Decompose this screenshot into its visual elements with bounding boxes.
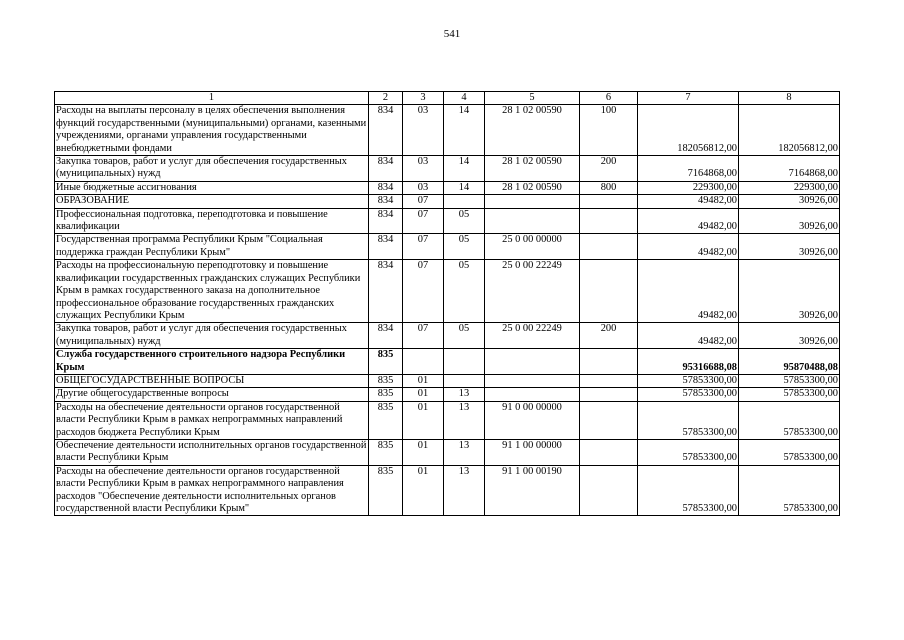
table-row	[55, 195, 840, 208]
row-code-grbs-cell: 835	[369, 388, 403, 401]
row-description-cell: Государственная программа Республики Крым "Социальная поддержка граждан Республики Крым"	[55, 234, 369, 260]
row-section-cell: 07	[403, 195, 444, 208]
row-amount-col7-cell: 57853300,00	[638, 374, 739, 387]
row-description-cell: Другие общегосударственные вопросы	[55, 388, 369, 401]
row-section-cell: 01	[403, 465, 444, 516]
table-row	[55, 234, 840, 260]
row-description-cell: ОБЩЕГОСУДАРСТВЕННЫЕ ВОПРОСЫ	[55, 374, 369, 387]
row-code-grbs-cell: 834	[369, 105, 403, 156]
row-subsection-cell: 05	[444, 323, 485, 349]
row-amount-col8-cell: 57853300,00	[739, 388, 840, 401]
row-code-grbs-cell: 835	[369, 374, 403, 387]
row-section-cell	[403, 349, 444, 375]
row-code-grbs-cell: 835	[369, 465, 403, 516]
row-expense-type-cell	[580, 465, 638, 516]
row-target-article-cell: 25 0 00 00000	[485, 234, 580, 260]
row-amount-col8-cell: 57853300,00	[739, 465, 840, 516]
row-subsection-cell: 14	[444, 181, 485, 194]
row-subsection-cell: 13	[444, 465, 485, 516]
table-row	[55, 374, 840, 387]
row-subsection-cell: 14	[444, 156, 485, 182]
table-row	[55, 465, 840, 516]
row-code-grbs-cell: 834	[369, 181, 403, 194]
row-expense-type-cell	[580, 234, 638, 260]
row-expense-type-cell	[580, 439, 638, 465]
row-description-cell: Расходы на профессиональную переподготовку и повышение квалификации государственных гражданских служащих Республики Крым в рамках государственного заказа на дополнительное профессиональное образование государственных гражданских служащих Республики Крым	[55, 260, 369, 323]
row-section-cell: 01	[403, 401, 444, 439]
table-row	[55, 105, 840, 156]
row-amount-col8-cell: 30926,00	[739, 195, 840, 208]
table-row	[55, 401, 840, 439]
row-code-grbs-cell: 835	[369, 439, 403, 465]
row-section-cell: 03	[403, 156, 444, 182]
row-description-cell: ОБРАЗОВАНИЕ	[55, 195, 369, 208]
table-row	[55, 156, 840, 182]
row-description-cell: Расходы на обеспечение деятельности органов государственной власти Республики Крым в рамках непрограммного направления расходов "Обеспечение деятельности исполнительных органов государственной власти Республики Крым"	[55, 465, 369, 516]
row-amount-col7-cell: 229300,00	[638, 181, 739, 194]
row-target-article-cell: 91 1 00 00190	[485, 465, 580, 516]
header-cell: 6	[580, 92, 638, 105]
row-subsection-cell	[444, 349, 485, 375]
row-subsection-cell: 14	[444, 105, 485, 156]
row-target-article-cell	[485, 388, 580, 401]
table-row	[55, 439, 840, 465]
row-code-grbs-cell: 834	[369, 260, 403, 323]
budget-table	[54, 91, 840, 516]
table-row	[55, 260, 840, 323]
row-expense-type-cell	[580, 374, 638, 387]
table-row	[55, 208, 840, 234]
row-amount-col7-cell: 95316688,08	[638, 349, 739, 375]
row-section-cell: 01	[403, 388, 444, 401]
row-amount-col8-cell: 57853300,00	[739, 401, 840, 439]
row-target-article-cell	[485, 208, 580, 234]
row-expense-type-cell	[580, 195, 638, 208]
row-subsection-cell	[444, 374, 485, 387]
row-amount-col8-cell: 57853300,00	[739, 374, 840, 387]
table-row	[55, 323, 840, 349]
row-target-article-cell: 91 1 00 00000	[485, 439, 580, 465]
row-target-article-cell: 28 1 02 00590	[485, 156, 580, 182]
row-target-article-cell: 91 0 00 00000	[485, 401, 580, 439]
row-description-cell: Закупка товаров, работ и услуг для обеспечения государственных (муниципальных) нужд	[55, 156, 369, 182]
row-amount-col7-cell: 57853300,00	[638, 439, 739, 465]
row-description-cell: Служба государственного строительного надзора Республики Крым	[55, 349, 369, 375]
row-expense-type-cell: 100	[580, 105, 638, 156]
row-target-article-cell	[485, 195, 580, 208]
row-code-grbs-cell: 834	[369, 195, 403, 208]
row-amount-col7-cell: 182056812,00	[638, 105, 739, 156]
row-code-grbs-cell: 835	[369, 401, 403, 439]
table-row	[55, 349, 840, 375]
row-amount-col7-cell: 57853300,00	[638, 465, 739, 516]
row-section-cell: 07	[403, 208, 444, 234]
row-amount-col8-cell: 30926,00	[739, 323, 840, 349]
row-code-grbs-cell: 834	[369, 156, 403, 182]
row-amount-col7-cell: 57853300,00	[638, 401, 739, 439]
header-cell: 8	[739, 92, 840, 105]
row-code-grbs-cell: 835	[369, 349, 403, 375]
row-description-cell: Расходы на выплаты персоналу в целях обеспечения выполнения функций государственными (муниципальными) органами, казенными учреждениями, органами управления государственными внебюджетными фондами	[55, 105, 369, 156]
row-expense-type-cell	[580, 401, 638, 439]
row-subsection-cell: 05	[444, 260, 485, 323]
row-amount-col8-cell: 57853300,00	[739, 439, 840, 465]
row-subsection-cell: 13	[444, 401, 485, 439]
row-amount-col8-cell: 182056812,00	[739, 105, 840, 156]
row-subsection-cell: 05	[444, 234, 485, 260]
row-description-cell: Закупка товаров, работ и услуг для обеспечения государственных (муниципальных) нужд	[55, 323, 369, 349]
header-cell: 1	[55, 92, 369, 105]
row-amount-col7-cell: 7164868,00	[638, 156, 739, 182]
row-section-cell: 07	[403, 234, 444, 260]
row-amount-col8-cell: 30926,00	[739, 208, 840, 234]
row-code-grbs-cell: 834	[369, 323, 403, 349]
row-section-cell: 01	[403, 374, 444, 387]
row-subsection-cell: 13	[444, 388, 485, 401]
header-cell: 5	[485, 92, 580, 105]
row-expense-type-cell	[580, 260, 638, 323]
row-expense-type-cell	[580, 208, 638, 234]
row-section-cell: 07	[403, 260, 444, 323]
row-description-cell: Обеспечение деятельности исполнительных органов государственной власти Республики Крым	[55, 439, 369, 465]
table-row	[55, 388, 840, 401]
table-header-row	[55, 92, 840, 105]
row-amount-col7-cell: 49482,00	[638, 234, 739, 260]
row-target-article-cell	[485, 374, 580, 387]
row-section-cell: 07	[403, 323, 444, 349]
row-target-article-cell: 25 0 00 22249	[485, 260, 580, 323]
header-cell: 3	[403, 92, 444, 105]
row-subsection-cell: 13	[444, 439, 485, 465]
row-section-cell: 03	[403, 105, 444, 156]
header-cell: 7	[638, 92, 739, 105]
row-amount-col7-cell: 57853300,00	[638, 388, 739, 401]
row-amount-col7-cell: 49482,00	[638, 208, 739, 234]
row-subsection-cell: 05	[444, 208, 485, 234]
row-amount-col8-cell: 229300,00	[739, 181, 840, 194]
row-amount-col8-cell: 30926,00	[739, 234, 840, 260]
row-description-cell: Профессиональная подготовка, переподготовка и повышение квалификации	[55, 208, 369, 234]
row-expense-type-cell: 200	[580, 156, 638, 182]
page-number: 541	[443, 28, 461, 40]
row-target-article-cell: 25 0 00 22249	[485, 323, 580, 349]
row-amount-col8-cell: 95870488,08	[739, 349, 840, 375]
row-code-grbs-cell: 834	[369, 208, 403, 234]
row-expense-type-cell: 200	[580, 323, 638, 349]
row-target-article-cell: 28 1 02 00590	[485, 105, 580, 156]
row-section-cell: 03	[403, 181, 444, 194]
table-row	[55, 181, 840, 194]
row-description-cell: Иные бюджетные ассигнования	[55, 181, 369, 194]
row-target-article-cell	[485, 349, 580, 375]
row-target-article-cell: 28 1 02 00590	[485, 181, 580, 194]
row-subsection-cell	[444, 195, 485, 208]
row-expense-type-cell	[580, 388, 638, 401]
row-amount-col7-cell: 49482,00	[638, 260, 739, 323]
row-section-cell: 01	[403, 439, 444, 465]
row-amount-col7-cell: 49482,00	[638, 195, 739, 208]
row-expense-type-cell	[580, 349, 638, 375]
row-description-cell: Расходы на обеспечение деятельности органов государственной власти Республики Крым в рамках непрограммных направлений расходов бюджета Республики Крым	[55, 401, 369, 439]
row-amount-col7-cell: 49482,00	[638, 323, 739, 349]
row-amount-col8-cell: 30926,00	[739, 260, 840, 323]
row-amount-col8-cell: 7164868,00	[739, 156, 840, 182]
row-code-grbs-cell: 834	[369, 234, 403, 260]
header-cell: 4	[444, 92, 485, 105]
header-cell: 2	[369, 92, 403, 105]
row-expense-type-cell: 800	[580, 181, 638, 194]
